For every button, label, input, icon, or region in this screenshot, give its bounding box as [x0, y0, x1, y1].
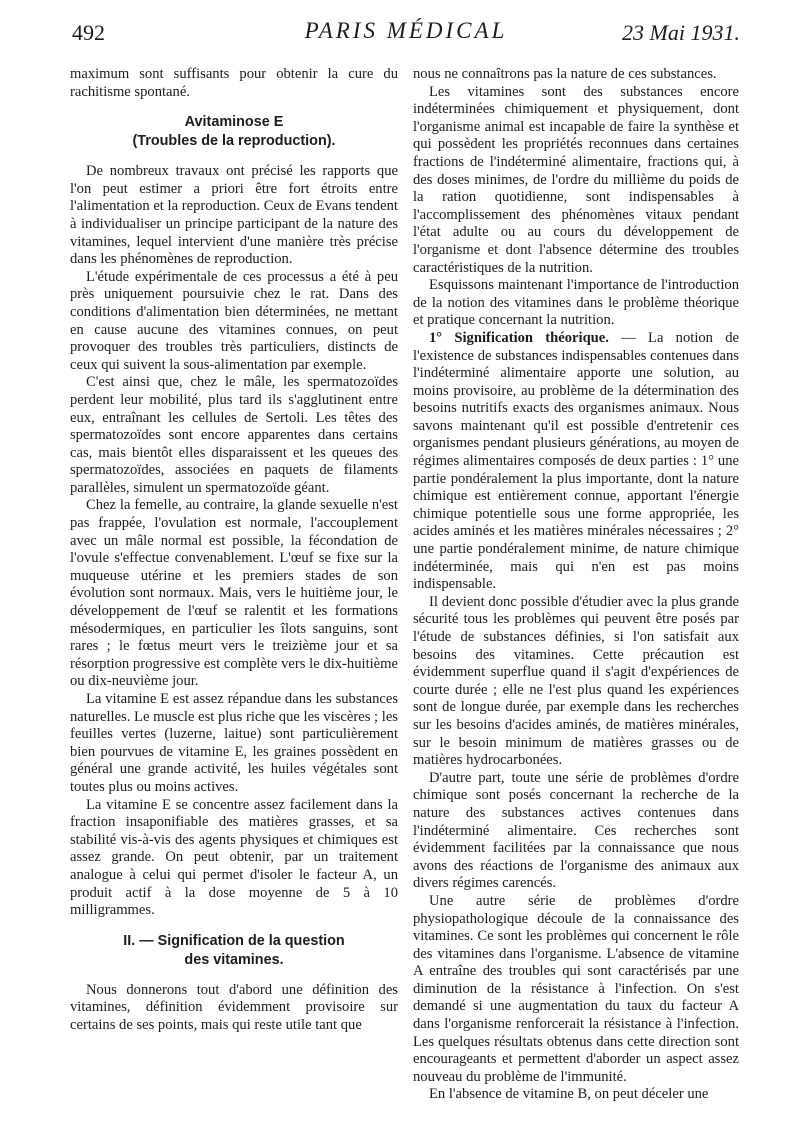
paragraph: De nombreux travaux ont précisé les rapports que l'on peut estimer a priori être fort étroits entre l'alimentation et la reproduction. Ceux de Evans tendent à individualiser un principe participant de la nature des vitamines, lequel intervient d'une manière très précise dans les phénomènes de reproduction.	[70, 163, 398, 268]
issue-date: 23 Mai 1931.	[622, 20, 740, 45]
heading-line: des vitamines.	[184, 951, 284, 968]
page-header	[72, 12, 740, 52]
section-heading-signification	[70, 932, 398, 970]
paragraph: Nous donnerons tout d'abord une définition des vitamines, définition évidemment provisoire sur certains de ses points, mais qui reste utile tant que	[70, 981, 398, 1033]
paragraph-text: — La notion de l'existence de substances indispensables contenues dans l'indéterminé alimentaire apporte une solution, au moins provisoire, au problème de la détermination des besoins nutritifs exacts des organismes animaux. Nous savons maintenant qu'il est possible d'entretenir ces organismes pendant plusieurs générations, au moyen de régimes alimentaires composés de deux parties : 1° une partie pondéralement la plus importante, dont la nature chimique est entièrement connue, apportant l'énergie chimique potentielle sous une forme appropriée, les acides aminés et les matières minérales nécessaires ; 2° une partie pondéralement minime, de nature chimique indéterminée, mais qui n'en est pas moins indispensable.	[413, 329, 739, 593]
paragraph: La vitamine E se concentre assez facilement dans la fraction insaponifiable des matières grasses, et sa stabilité vis-à-vis des agents physiques et chimiques est assez grande. On peut obtenir, par un traitement analogue à celui qui permet d'isoler le facteur A, un produit actif à la dose moyenne de 5 à 10 milligrammes.	[70, 796, 398, 919]
paragraph: Chez la femelle, au contraire, la glande sexuelle n'est pas frappée, l'ovulation est normale, l'accouplement avec un mâle normal est possible, la fécondation de l'ovule s'effectue convenablement. L'œuf se fixe sur la muqueuse utérine et les premiers stades de son évolution sont normaux. Mais, vers le huitième jour, le développement de l'œuf se ralentit et les formations mésodermiques, en particulier les îlots sanguins, sont rares ; le fœtus meurt vers le treizième jour et sa résorption progressive est complète vers le dix-huitième ou dix-neuvième jour.	[70, 497, 398, 690]
right-column	[413, 66, 739, 1104]
paragraph: Les vitamines sont des substances encore indéterminées chimiquement et physiquement, dont l'organisme animal est incapable de faire la synthèse et qui possèdent les propriétés reconnues dans certaines fractions de l'indéterminé alimentaire, fractions qui, à des doses minimes, de l'ordre du millième du poids de la ration quotidienne, sont indispensables à l'accomplissement des phénomènes vitaux pendant l'état adulte ou au cours du développement de l'organisme et dont l'absence détermine des troubles caractéristiques de la nutrition.	[413, 83, 739, 276]
paragraph	[413, 330, 739, 594]
paragraph: Une autre série de problèmes d'ordre physiopathologique découle de la connaissance des vitamines. Ce sont les problèmes qui concernent le rôle des vitamines dans l'organisme. L'absence de vitamine A entraîne des troubles qui sont caractérisés par une diminution de la résistance à l'infection. On s'est demandé si une augmentation du taux du facteur A dans l'organisme renforcerait la résistance à l'infection. Les quelques résultats obtenus dans cette direction sont encourageants et permettent d'aborder un aspect assez nouveau du problème de l'immunité.	[413, 892, 739, 1085]
left-column	[70, 66, 398, 1035]
journal-title: PARIS MÉDICAL	[304, 18, 508, 43]
heading-line: (Troubles de la reproduction).	[132, 133, 336, 150]
subsection-lead: 1° Signification théorique.	[429, 329, 609, 346]
heading-line: Avitaminose E	[184, 114, 284, 131]
page-number: 492	[72, 20, 105, 45]
paragraph: maximum sont suffisants pour obtenir la cure du rachitisme spontané.	[70, 66, 398, 100]
paragraph: nous ne connaîtrons pas la nature de ces substances.	[413, 66, 717, 82]
section-heading-avitaminose-e	[70, 113, 398, 151]
paragraph: D'autre part, toute une série de problèmes d'ordre chimique sont posés concernant la recherche de la nature des substances actives contenues dans l'indéterminé alimentaire. Ces recherches sont évidemment facilitées par la connaissance que nous avons des réactions de l'organisme des animaux aux divers régimes carencés.	[413, 769, 739, 892]
paragraph: Il devient donc possible d'étudier avec la plus grande sécurité tous les problèmes qui peuvent être posés par l'étude de substances définies, si l'on satisfait aux besoins des vitamines. Cette précaution est évidemment superflue quand il s'agit d'expériences de courte durée ; elle ne l'est plus quand les expériences sont de longue durée, par exemple dans les recherches sur les besoins d'acides aminés, de matières minérales, sur le besoin minimum de matières grasses ou de matières hydrocarbonées.	[413, 593, 739, 769]
paragraph: La vitamine E est assez répandue dans les substances naturelles. Le muscle est plus riche que les viscères ; les feuilles vertes (luzerne, laitue) sont particulièrement bien pourvues de vitamine E, les graines possèdent en général une grande activité, les huiles végétales sont toutes plus ou moins actives.	[70, 691, 398, 795]
paragraph: L'étude expérimentale de ces processus a été à peu près uniquement poursuivie chez le rat. Dans des conditions d'alimentation bien déterminées, ne mettant en cause aucune des vitamines connues, on peut provoquer des troubles très particuliers, distincts de ceux qui suivent la sous-alimentation par exemple.	[70, 268, 398, 373]
paragraph: En l'absence de vitamine B, on peut déceler une	[429, 1086, 709, 1103]
paragraph: Esquissons maintenant l'importance de l'introduction de la notion des vitamines dans le problème théorique et pratique concernant la nutrition.	[413, 277, 739, 329]
heading-line: II. — Signification de la question	[123, 932, 345, 949]
paragraph: C'est ainsi que, chez le mâle, les spermatozoïdes perdent leur mobilité, plus tard ils s'agglutinent entre eux, entraînant les cellules de Sertoli. Les têtes des spermatozoïdes sont encore apparentes dans certains cas, mais bientôt elles disparaissent et les queues des spermatozoïdes, associées en paquets de filaments parallèles, simulent un spermatozoïde géant.	[70, 374, 398, 496]
